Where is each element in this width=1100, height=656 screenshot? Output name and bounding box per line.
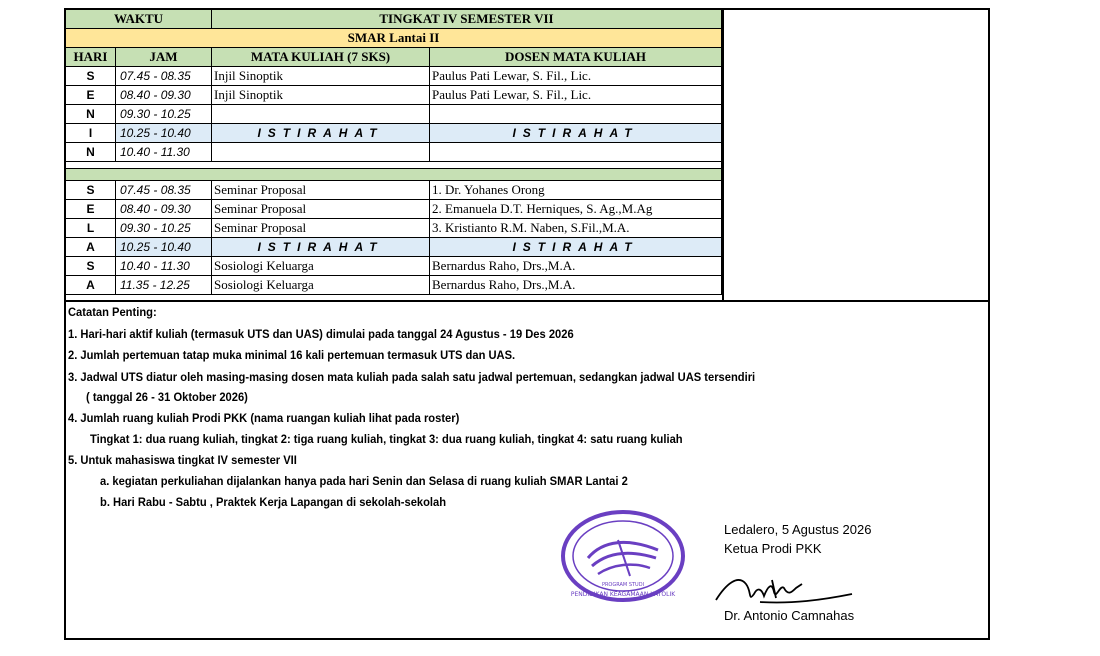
notes-title: Catatan Penting: — [68, 305, 157, 319]
note-4: 4. Jumlah ruang kuliah Prodi PKK (nama ruangan kuliah lihat pada roster) — [68, 411, 460, 425]
table-row — [66, 105, 722, 124]
day-letter: I — [66, 124, 116, 143]
separator-gap — [66, 162, 722, 169]
break-row — [66, 124, 722, 143]
table-row — [66, 257, 722, 276]
lecturer-cell — [430, 105, 722, 124]
time-cell: 10.25 - 10.40 — [116, 124, 212, 143]
sign-name: Dr. Antonio Camnahas — [724, 608, 855, 623]
note-5b: b. Hari Rabu - Sabtu , Praktek Kerja Lapangan di sekolah-sekolah — [100, 495, 447, 509]
day-letter: S — [66, 257, 116, 276]
time-cell: 10.40 - 11.30 — [116, 143, 212, 162]
day-letter: E — [66, 200, 116, 219]
table-right-border — [722, 10, 724, 300]
schedule-document — [64, 8, 990, 640]
note-2: 2. Jumlah pertemuan tatap muka minimal 16 kali pertemuan termasuk UTS dan UAS. — [68, 348, 516, 362]
tingkat-header: TINGKAT IV SEMESTER VII — [212, 10, 722, 29]
table-row — [66, 200, 722, 219]
note-1: 1. Hari-hari aktif kuliah (termasuk UTS dan UAS) dimulai pada tanggal 24 Agustus - 19 Des 2026 — [68, 327, 574, 341]
course-cell: Injil Sinoptik — [212, 86, 430, 105]
lecturer-cell: Paulus Pati Lewar, S. Fil., Lic. — [430, 67, 722, 86]
time-cell: 08.40 - 09.30 — [116, 86, 212, 105]
sign-place-date: Ledalero, 5 Agustus 2026 — [724, 522, 872, 537]
course-cell: Seminar Proposal — [212, 200, 430, 219]
day-letter: N — [66, 143, 116, 162]
table-row — [66, 67, 722, 86]
room-header: SMAR Lantai II — [66, 29, 722, 48]
table-row — [66, 181, 722, 200]
course-cell: Sosiologi Keluarga — [212, 276, 430, 295]
svg-text:PENDIDIKAN KEAGAMAAN KATOLIK: PENDIDIKAN KEAGAMAAN KATOLIK — [570, 591, 676, 598]
lecturer-cell: 1. Dr. Yohanes Orong — [430, 181, 722, 200]
note-4-detail: Tingkat 1: dua ruang kuliah, tingkat 2: tiga ruang kuliah, tingkat 3: dua ruang kuliah, tingkat 4: satu ruang kuliah — [90, 432, 683, 446]
note-3-detail: ( tanggal 26 - 31 Oktober 2026) — [86, 390, 248, 404]
svg-text:PROGRAM STUDI: PROGRAM STUDI — [601, 582, 645, 588]
course-cell: Seminar Proposal — [212, 181, 430, 200]
col-hari: HARI — [66, 48, 116, 67]
header-row-2 — [66, 29, 722, 48]
handwritten-signature — [712, 562, 862, 610]
time-cell: 08.40 - 09.30 — [116, 200, 212, 219]
course-cell: Sosiologi Keluarga — [212, 257, 430, 276]
notes-section — [66, 300, 988, 623]
table-row — [66, 276, 722, 295]
break-label: ISTIRAHAT — [430, 238, 722, 257]
course-cell — [212, 105, 430, 124]
course-cell — [212, 143, 430, 162]
lecturer-cell: Bernardus Raho, Drs.,M.A. — [430, 276, 722, 295]
break-label: ISTIRAHAT — [212, 238, 430, 257]
time-cell: 07.45 - 08.35 — [116, 181, 212, 200]
time-cell: 10.40 - 11.30 — [116, 257, 212, 276]
time-cell: 07.45 - 08.35 — [116, 67, 212, 86]
day-letter: N — [66, 105, 116, 124]
day-letter: A — [66, 238, 116, 257]
waktu-header: WAKTU — [66, 10, 212, 29]
break-row — [66, 238, 722, 257]
day-letter: L — [66, 219, 116, 238]
lecturer-cell: Paulus Pati Lewar, S. Fil., Lic. — [430, 86, 722, 105]
table-row — [66, 86, 722, 105]
table-row — [66, 219, 722, 238]
column-header-row — [66, 48, 722, 67]
lecturer-cell: Bernardus Raho, Drs.,M.A. — [430, 257, 722, 276]
break-label: ISTIRAHAT — [212, 124, 430, 143]
day-letter: S — [66, 67, 116, 86]
day-letter: S — [66, 181, 116, 200]
lecturer-cell: 2. Emanuela D.T. Herniques, S. Ag.,M.Ag — [430, 200, 722, 219]
note-5: 5. Untuk mahasiswa tingkat IV semester VII — [68, 453, 297, 467]
header-row-1 — [66, 10, 722, 29]
break-label: ISTIRAHAT — [430, 124, 722, 143]
day-letter: A — [66, 276, 116, 295]
separator-band — [66, 169, 722, 181]
time-cell: 11.35 - 12.25 — [116, 276, 212, 295]
time-cell: 09.30 - 10.25 — [116, 105, 212, 124]
note-3: 3. Jadwal UTS diatur oleh masing-masing dosen mata kuliah pada salah satu jadwal pertemuan, sedangkan jadwal UAS tersendiri — [68, 370, 756, 384]
lecturer-cell: 3. Kristianto R.M. Naben, S.Fil.,M.A. — [430, 219, 722, 238]
lecturer-cell — [430, 143, 722, 162]
note-5a: a. kegiatan perkuliahan dijalankan hanya pada hari Senin dan Selasa di ruang kuliah SMAR Lantai 2 — [100, 474, 628, 488]
sign-role: Ketua Prodi PKK — [724, 541, 822, 556]
col-matkul: MATA KULIAH (7 SKS) — [212, 48, 430, 67]
stamp-seal — [558, 510, 688, 602]
time-cell: 09.30 - 10.25 — [116, 219, 212, 238]
table-row — [66, 143, 722, 162]
day-separator — [66, 162, 722, 181]
course-cell: Seminar Proposal — [212, 219, 430, 238]
col-dosen: DOSEN MATA KULIAH — [430, 48, 722, 67]
course-cell: Injil Sinoptik — [212, 67, 430, 86]
day-letter: E — [66, 86, 116, 105]
time-cell: 10.25 - 10.40 — [116, 238, 212, 257]
col-jam: JAM — [116, 48, 212, 67]
